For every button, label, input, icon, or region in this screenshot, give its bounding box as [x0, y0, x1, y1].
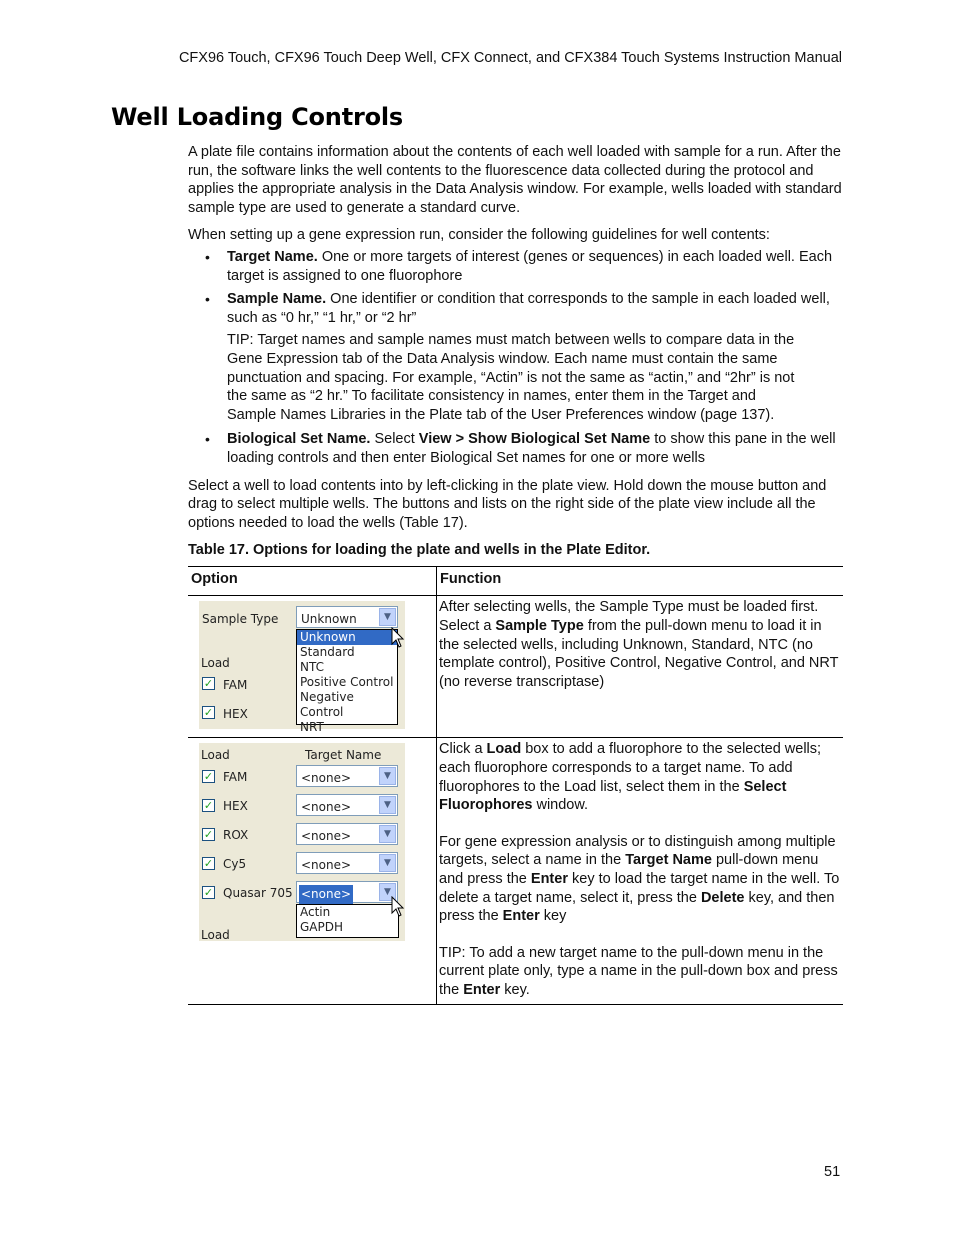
fam-checkbox[interactable]: ✓: [203, 770, 214, 784]
sample-type-options: [296, 629, 398, 735]
target-dropdown-quasar705[interactable]: <none> ▼: [296, 881, 398, 903]
load-footer-label: Load: [201, 928, 230, 943]
bullet-icon: •: [205, 431, 210, 448]
target-name-options: [296, 904, 399, 938]
running-header: CFX96 Touch, CFX96 Touch Deep Well, CFX Connect, and CFX384 Touch Systems Instruction Manual: [178, 50, 842, 66]
option-ntc[interactable]: NTC: [300, 660, 324, 675]
select-paragraph: Select a well to load contents into by left-clicking in the plate view. Hold down the mouse button and drag to select multiple wells. The buttons and lists on the right side of the plate view include all the options needed to load the wells (Table 17).: [188, 477, 827, 531]
table-header-row: [188, 566, 843, 596]
fluor-label-rox: ROX: [223, 828, 249, 843]
load-column-label: Load: [201, 748, 230, 763]
target-dropdown-rox[interactable]: <none> ▼: [296, 823, 398, 845]
sample-type-panel: [199, 601, 405, 735]
column-header-option: Option: [188, 566, 437, 596]
bullet-icon: •: [205, 248, 210, 265]
fluor-label-cy5: Cy5: [223, 857, 247, 872]
bullet-sample-name: • Sample Name. One identifier or condition that corresponds to the sample in each loaded well, such as “0 hr,” “1 hr,” or “2 hr” TIP: Target names and sample names must match between wells to compare data in the Gene Expression tab of the Data Analysis window. Each name must contain the same punctuation and spacing. For example, “Actin” is not the same as “actin,” and “2hr” is not the same as “2 hr.” To facilitate consistency in names, enter them in the Target and Sample Names Libraries in the Plate tab of the User Preferences window (page 137).: [227, 290, 843, 424]
mouse-pointer-icon: [391, 896, 405, 918]
chevron-down-icon[interactable]: ▼: [379, 796, 396, 814]
quasar705-checkbox[interactable]: ✓: [203, 886, 214, 900]
target-dropdown-fam[interactable]: <none> ▼: [296, 765, 398, 787]
bullet-target-name: • Target Name. One or more targets of interest (genes or sequences) in each loaded well. Each target is assigned to one fluorophore: [205, 248, 833, 284]
function-cell: [437, 738, 844, 1004]
tip-description: TIP: To add a new target name to the pull-down menu in the current plate only, type a name in the pull-down box and press the Enter key.: [439, 944, 838, 998]
table-row: [188, 596, 843, 738]
column-header-function: Function: [437, 566, 844, 596]
guidelines-lead: When setting up a gene expression run, consider the following guidelines for well contents:: [188, 227, 770, 244]
load-label: Load: [201, 656, 230, 671]
tip-note: TIP: Target names and sample names must match between wells to compare data in the Gene Expression tab of the Data Analysis window. Each name must contain the same punctuation and spacing. For example, “Actin” is not the same as “actin,” and “2hr” is not the same as “2 hr.” To facilitate consistency in names, enter them in the Target and Sample Names Libraries in the Plate tab of the User Preferences window (page 137).: [227, 332, 795, 423]
hex-checkbox[interactable]: ✓: [203, 706, 214, 720]
fluor-label-fam: FAM: [223, 770, 248, 785]
rox-checkbox[interactable]: ✓: [203, 828, 214, 842]
sample-type-dropdown[interactable]: Unknown ▼: [296, 606, 398, 628]
chevron-down-icon[interactable]: ▼: [379, 883, 396, 901]
table-row: [188, 738, 843, 1004]
fluor-label-fam: FAM: [223, 678, 248, 693]
target-name-panel: [199, 743, 405, 941]
options-table: [188, 566, 843, 1005]
table-caption: Table 17. Options for loading the plate and wells in the Plate Editor.: [188, 542, 651, 559]
option-nrt[interactable]: NRT: [300, 720, 324, 735]
bullet-icon: •: [205, 291, 210, 308]
chevron-down-icon[interactable]: ▼: [379, 608, 396, 626]
option-gapdh[interactable]: GAPDH: [300, 920, 344, 935]
option-cell: [188, 738, 437, 1004]
mouse-pointer-icon: [391, 627, 405, 649]
fluor-label-quasar705: Quasar 705: [223, 886, 293, 901]
option-actin[interactable]: Actin: [300, 905, 331, 920]
target-dropdown-hex[interactable]: <none> ▼: [296, 794, 398, 816]
chevron-down-icon[interactable]: ▼: [379, 825, 396, 843]
target-name-description: For gene expression analysis or to distinguish among multiple targets, select a name in the Target Name pull-down menu and press the Enter key to load the target name in the well. To delete a target name, select it, press the Delete key, and then press the Enter key: [439, 833, 840, 925]
fluor-label-hex: HEX: [223, 799, 248, 814]
option-cell: [188, 596, 437, 738]
option-standard[interactable]: Standard: [300, 645, 355, 660]
option-negative-control[interactable]: Negative Control: [300, 690, 354, 720]
target-name-label: Target Name: [305, 748, 382, 763]
option-unknown[interactable]: Unknown: [297, 630, 397, 645]
fluor-label-hex: HEX: [223, 707, 248, 722]
page-number: 51: [824, 1164, 841, 1180]
cy5-checkbox[interactable]: ✓: [203, 857, 214, 871]
intro-paragraph: A plate file contains information about the contents of each well loaded with sample for a run. After the run, the software links the well contents to the fluorescence data collected during the protocol and applies the appropriate analysis in the Data Analysis window. For example, wells loaded with standard sample type are used to generate a standard curve.: [188, 144, 842, 216]
load-description: Click a Load box to add a fluorophore to the selected wells; each fluorophore corresponds to a target name. To add fluorophores to the Load list, select them in the Select Fluorophores window.: [439, 741, 822, 814]
section-title: Well Loading Controls: [111, 103, 404, 131]
function-cell: After selecting wells, the Sample Type must be loaded first. Select a Sample Type from the pull-down menu to load it in the selected wells, including Unknown, Standard, NTC (no template control), Positive Control, Negative Control, and NRT (no reverse transcriptase): [437, 596, 844, 738]
body-content: [188, 143, 843, 1005]
hex-checkbox[interactable]: ✓: [203, 799, 214, 813]
sample-type-label: Sample Type: [202, 612, 279, 627]
fam-checkbox[interactable]: ✓: [203, 677, 214, 691]
chevron-down-icon[interactable]: ▼: [379, 767, 396, 785]
guidelines-list: [188, 248, 843, 468]
option-positive-control[interactable]: Positive Control: [300, 675, 394, 690]
target-dropdown-cy5[interactable]: <none> ▼: [296, 852, 398, 874]
chevron-down-icon[interactable]: ▼: [379, 854, 396, 872]
bullet-biological-set: • Biological Set Name. Select View > Show Biological Set Name to show this pane in the well loading controls and then enter Biological Set names for one or more wells: [205, 431, 836, 466]
